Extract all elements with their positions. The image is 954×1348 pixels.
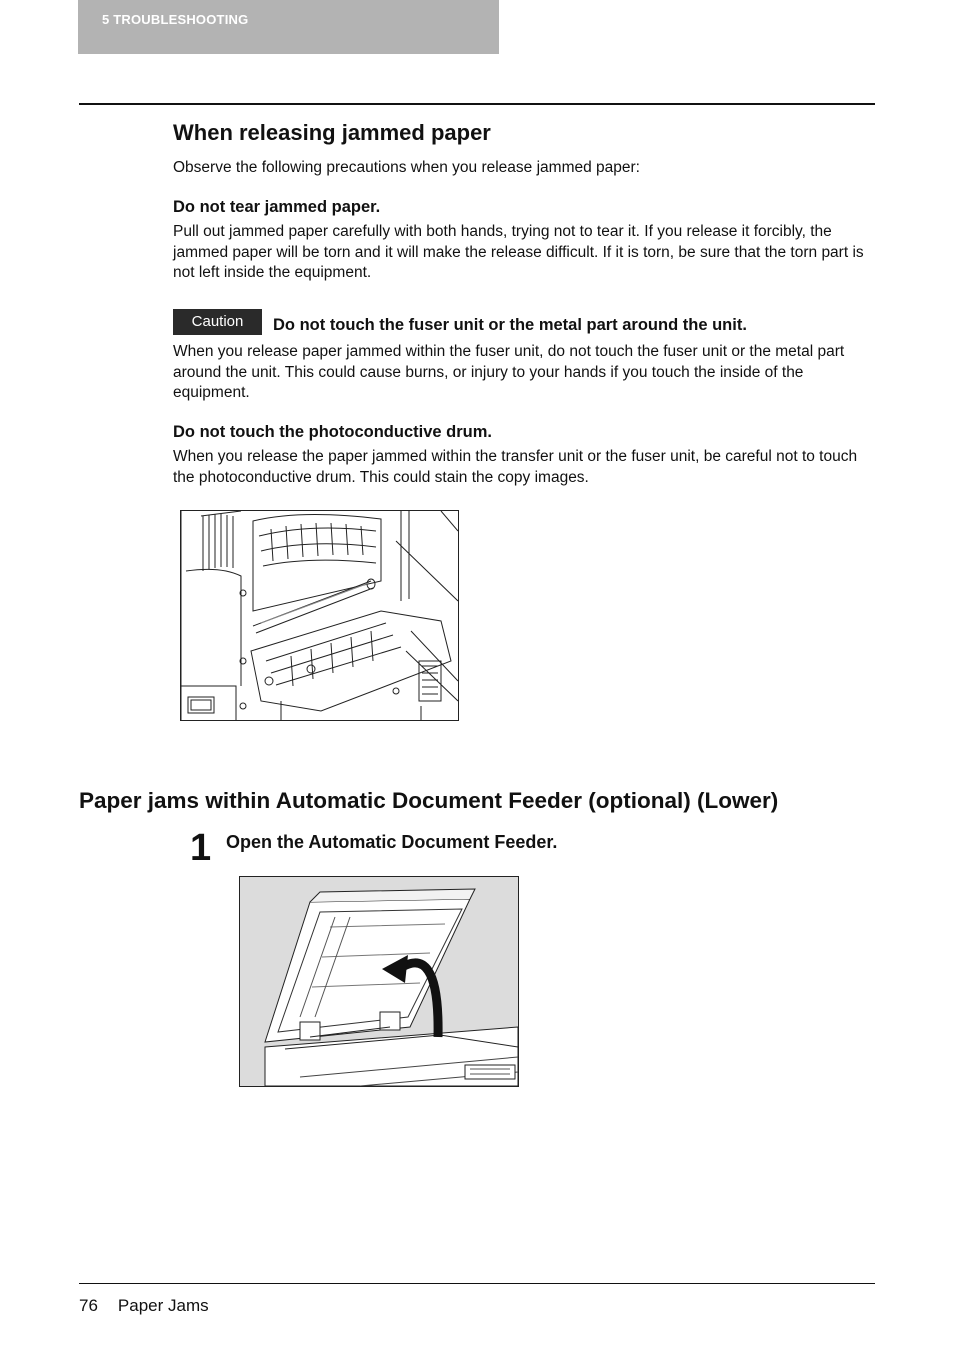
item-body-tear: Pull out jammed paper carefully with both hands, trying not to tear it. If you release it forcibly, the jammed paper will be torn and it will make the release difficult. If it is torn, be sure that the torn part is not left inside the equipment. — [173, 223, 864, 281]
page-number: 76 — [79, 1296, 98, 1315]
chapter-tab — [78, 0, 499, 54]
fuser-unit-illustration — [180, 510, 459, 721]
header-rule — [79, 103, 875, 105]
caution-body: When you release paper jammed within the fuser unit, do not touch the fuser unit or the metal part around the unit. This could cause burns, or injury to your hands if you touch the inside of the equipment. — [173, 343, 845, 401]
section-intro: Observe the following precautions when you release jammed paper: — [173, 159, 640, 176]
section-title-adf: Paper jams within Automatic Document Feeder (optional) (Lower) — [79, 788, 779, 813]
page-footer-title: Paper Jams — [117, 1296, 209, 1315]
adf-open-illustration — [239, 876, 519, 1087]
caution-badge: Caution — [173, 309, 262, 335]
page-footer — [79, 1296, 209, 1316]
item-title-tear: Do not tear jammed paper. — [173, 198, 381, 216]
item-body-drum: When you release the paper jammed within the transfer unit or the fuser unit, be careful not to touch the photoconductive drum. This could stain the copy images. — [173, 448, 858, 486]
section-title-releasing: When releasing jammed paper — [173, 120, 491, 145]
step-number: 1 — [190, 827, 212, 869]
footer-rule — [79, 1283, 875, 1284]
chapter-label: 5 TROUBLESHOOTING — [102, 12, 249, 27]
caution-title: Do not touch the fuser unit or the metal part around the unit. — [273, 316, 747, 334]
item-title-drum: Do not touch the photoconductive drum. — [173, 423, 492, 441]
step-instruction: Open the Automatic Document Feeder. — [226, 832, 558, 852]
